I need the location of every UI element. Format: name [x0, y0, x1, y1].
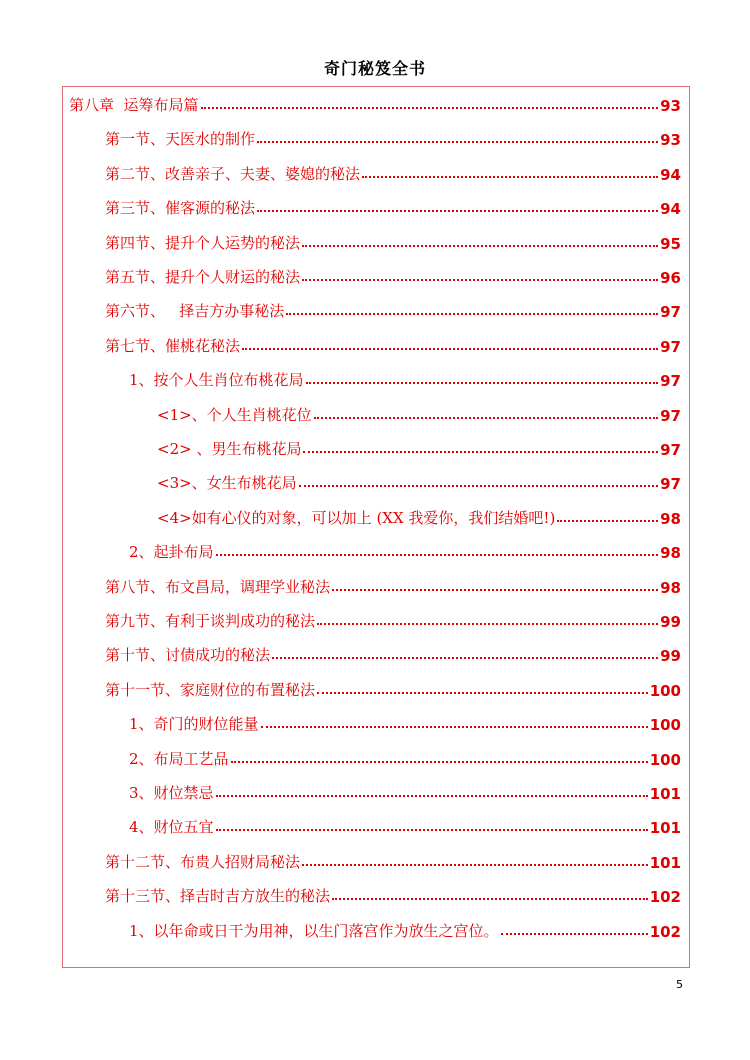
toc-entry-page-number: 97: [660, 441, 681, 459]
toc-entry-title: 第八章 运筹布局篇: [69, 96, 199, 114]
toc-entry-title: 2、起卦布局: [129, 543, 214, 562]
toc-entry[interactable]: [105, 227, 681, 253]
toc-entry[interactable]: [129, 708, 681, 734]
toc-dot-leader: [557, 520, 658, 522]
toc-dot-leader: [272, 657, 658, 659]
toc-entry-page-number: 99: [660, 647, 681, 666]
toc-entry-title: 1、按个人生肖位布桃花局: [129, 371, 304, 390]
toc-dot-leader: [362, 176, 658, 178]
toc-entry-title: 4、财位五宜: [129, 818, 214, 837]
toc-entry[interactable]: [129, 743, 681, 769]
toc-dot-leader: [332, 898, 648, 900]
toc-entry[interactable]: [105, 880, 681, 906]
toc-entry-title: 第七节、催桃花秘法: [105, 336, 241, 355]
toc-entry-title: 第二节、改善亲子、夫妻、婆媳的秘法: [105, 164, 361, 183]
toc-entry-page-number: 95: [660, 234, 681, 253]
toc-entry-title: 第六节、 择吉方办事秘法: [105, 302, 285, 321]
toc-entry-page-number: 97: [660, 406, 681, 425]
toc-dot-leader: [314, 417, 658, 419]
toc-dot-leader: [216, 795, 648, 797]
toc-entry[interactable]: [105, 605, 681, 631]
toc-entry-title: <1>、个人生肖桃花位: [157, 405, 312, 424]
toc-entry[interactable]: [69, 89, 681, 115]
toc-dot-leader: [201, 107, 659, 109]
toc-entry[interactable]: [105, 639, 681, 665]
toc-entry[interactable]: [105, 261, 681, 287]
page-number: 5: [676, 978, 683, 991]
toc-entry-page-number: 94: [660, 165, 681, 184]
toc-entry-title: <4>如有心仪的对象，可以加上 (XX 我爱你，我们结婚吧!): [157, 508, 556, 527]
toc-dot-leader: [501, 933, 648, 935]
toc-entry[interactable]: [157, 399, 681, 425]
toc-entry-title: <2> 、男生布桃花局: [157, 440, 302, 458]
toc-entry[interactable]: [129, 811, 681, 837]
toc-entry[interactable]: [129, 536, 681, 562]
toc-entry[interactable]: [129, 915, 681, 941]
document-title: 奇门秘笈全书: [323, 59, 426, 78]
toc-entry-page-number: 97: [660, 475, 681, 494]
toc-dot-leader: [216, 554, 659, 556]
toc-dot-leader: [257, 210, 658, 212]
toc-entry-title: 2、布局工艺品: [129, 749, 229, 768]
toc-entry[interactable]: [105, 192, 681, 218]
toc-entry[interactable]: [105, 846, 681, 872]
toc-entry-page-number: 100: [649, 750, 681, 769]
toc-entry-page-number: 93: [660, 97, 681, 115]
toc-entry-page-number: 98: [660, 544, 681, 563]
toc-dot-leader: [286, 313, 658, 315]
toc-dot-leader: [302, 245, 658, 247]
toc-dot-leader: [317, 623, 658, 625]
toc-entry[interactable]: [105, 123, 681, 149]
toc-entry-page-number: 93: [660, 131, 681, 150]
toc-entry-title: 第十三节、择吉时吉方放生的秘法: [105, 887, 331, 906]
toc-dot-leader: [302, 864, 648, 866]
toc-entry-page-number: 97: [660, 372, 681, 391]
toc-entry-title: 第九节、有利于谈判成功的秘法: [105, 612, 316, 630]
toc-dot-leader: [299, 485, 658, 487]
toc-entry-title: 第八节、布文昌局，调理学业秘法: [105, 577, 331, 596]
toc-entry-page-number: 100: [649, 716, 681, 735]
toc-entry-title: 第十二节、布贵人招财局秘法: [105, 852, 301, 871]
toc-entry-page-number: 101: [649, 819, 681, 838]
toc-dot-leader: [257, 141, 658, 143]
toc-entry[interactable]: [105, 674, 681, 700]
toc-dot-leader: [332, 589, 658, 591]
toc-entry[interactable]: [129, 777, 681, 803]
toc-entry-title: 第十一节、家庭财位的布置秘法: [105, 680, 316, 699]
toc-entry-title: 1、奇门的财位能量: [129, 715, 259, 734]
toc-entry-title: 第一节、天医水的制作: [105, 130, 256, 149]
toc-entry[interactable]: [157, 502, 681, 528]
toc-entry-page-number: 101: [649, 853, 681, 872]
toc-entry-page-number: 94: [660, 200, 681, 219]
toc-entry-page-number: 97: [660, 337, 681, 356]
toc-entry-page-number: 99: [660, 613, 681, 631]
toc-entry-page-number: 100: [649, 681, 681, 700]
toc-dot-leader: [302, 279, 658, 281]
toc-dot-leader: [317, 692, 648, 694]
toc-dot-leader: [306, 382, 659, 384]
toc-entry-title: 第三节、催客源的秘法: [105, 199, 256, 218]
toc-entry[interactable]: [105, 295, 681, 321]
table-of-contents: [62, 86, 690, 968]
toc-entry-title: 1、以年命或日干为用神，以生门落宫作为放生之宫位。: [129, 921, 499, 940]
toc-entry[interactable]: [105, 330, 681, 356]
toc-entry-page-number: 102: [649, 922, 681, 941]
toc-entry[interactable]: [157, 467, 681, 493]
toc-entry[interactable]: [129, 364, 681, 390]
toc-dot-leader: [231, 761, 648, 763]
toc-entry-title: 第四节、提升个人运势的秘法: [105, 233, 301, 252]
toc-entry-page-number: 98: [660, 578, 681, 597]
toc-entry[interactable]: [105, 571, 681, 597]
toc-entry-page-number: 96: [660, 269, 681, 287]
toc-entry-title: 3、财位禁忌: [129, 784, 214, 802]
toc-dot-leader: [216, 829, 648, 831]
toc-entry[interactable]: [105, 158, 681, 184]
toc-entry-page-number: 98: [660, 509, 681, 528]
toc-entry-title: 第十节、讨债成功的秘法: [105, 646, 271, 665]
toc-entry-page-number: 102: [649, 888, 681, 907]
toc-entry-page-number: 101: [649, 785, 681, 803]
toc-dot-leader: [242, 348, 658, 350]
toc-entry-title: <3>、女生布桃花局: [157, 474, 297, 493]
toc-entry-page-number: 97: [660, 303, 681, 322]
toc-entry-title: 第五节、提升个人财运的秘法: [105, 268, 301, 286]
toc-entry[interactable]: [157, 433, 681, 459]
toc-dot-leader: [303, 451, 658, 453]
toc-dot-leader: [261, 726, 648, 728]
